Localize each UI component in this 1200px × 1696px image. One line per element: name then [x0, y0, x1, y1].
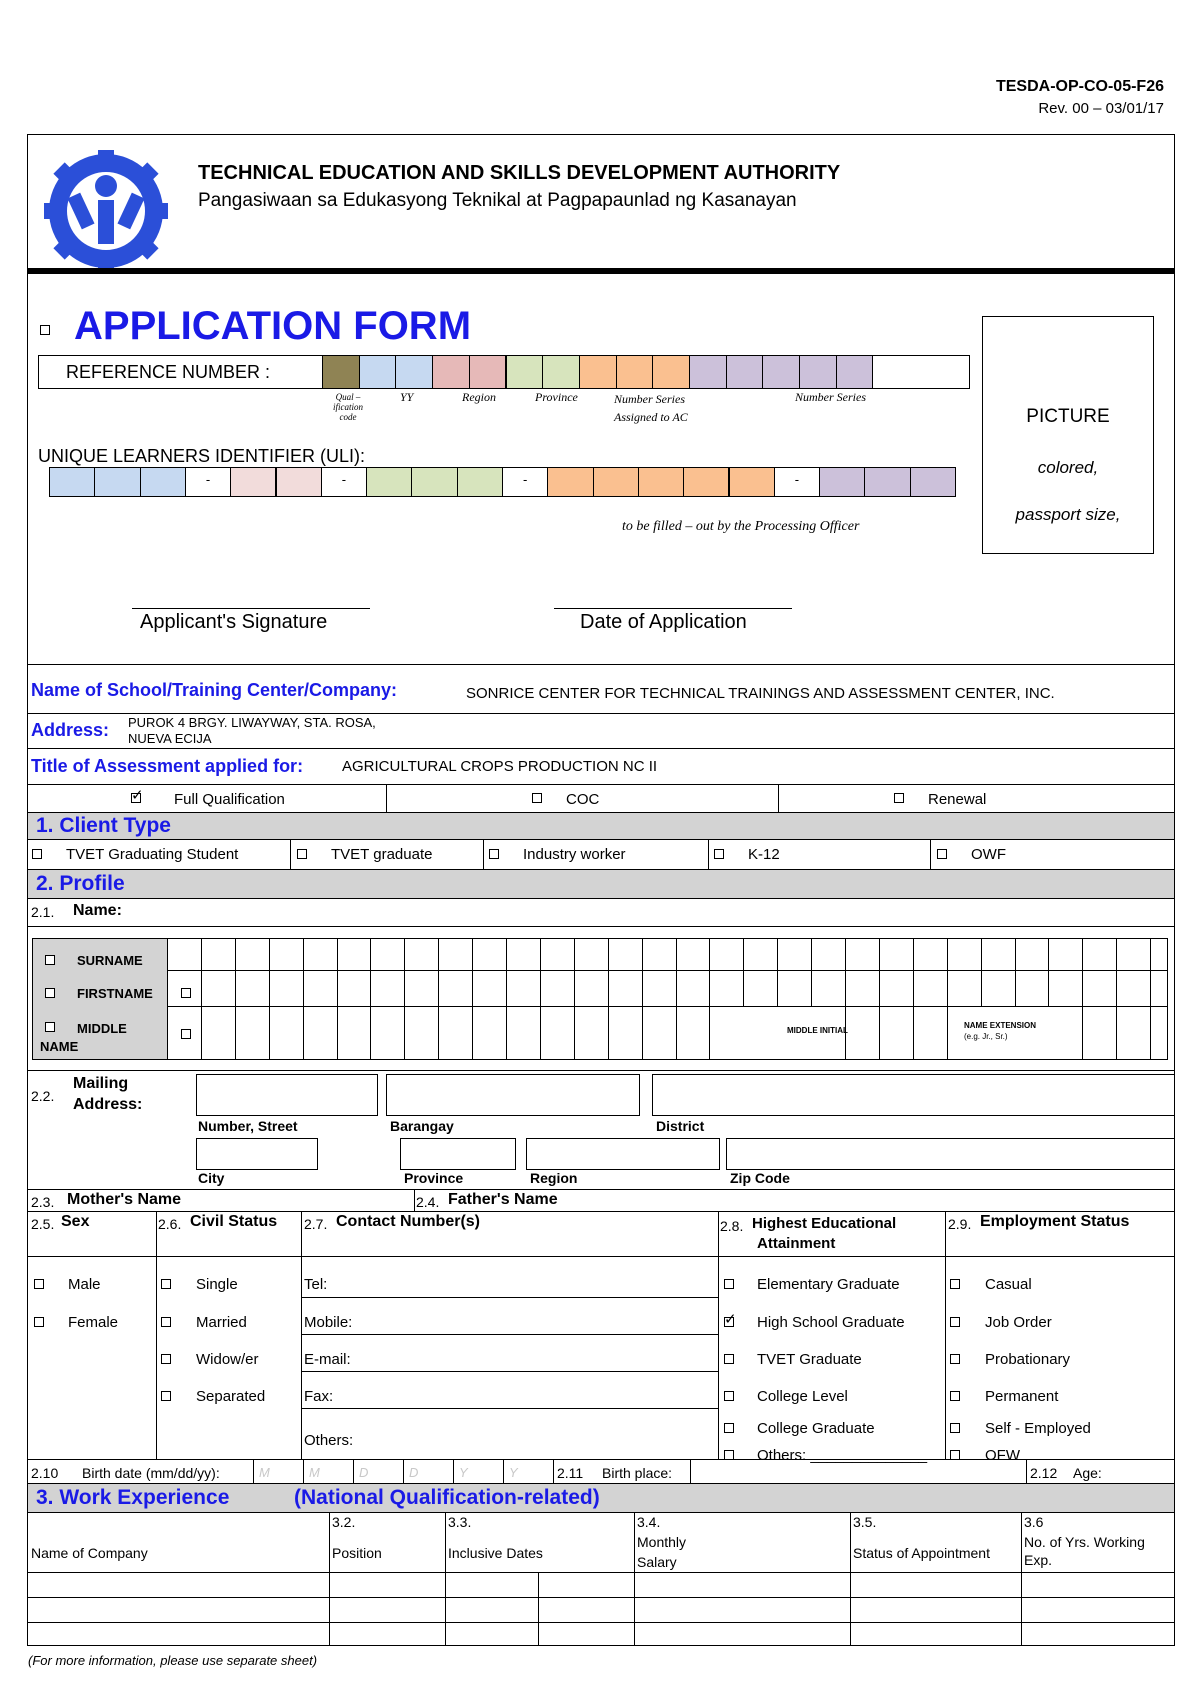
- name-extension-label: NAME EXTENSION: [964, 1021, 1037, 1030]
- work-status-header: Status of Appointment: [853, 1545, 990, 1561]
- contact-field-label[interactable]: Mobile:: [304, 1314, 353, 1331]
- civil-status-checkbox[interactable]: [161, 1317, 171, 1327]
- title-checkbox[interactable]: [40, 325, 50, 335]
- rule: [453, 1459, 454, 1483]
- mother-number: 2.3.: [31, 1194, 55, 1210]
- province-label: Province: [404, 1170, 464, 1186]
- rule: [337, 938, 338, 1060]
- rule: [642, 938, 643, 1060]
- mailing-number: 2.2.: [31, 1088, 55, 1104]
- uli-cell[interactable]: [411, 467, 457, 497]
- signature-line: [132, 608, 370, 609]
- work-position-header: Position: [332, 1545, 382, 1561]
- name-label: Name:: [73, 902, 122, 919]
- sex-option-label: Male: [68, 1276, 101, 1293]
- education-checkbox[interactable]: [724, 1354, 734, 1364]
- legend-number-series-ac: Number Series Assigned to AC: [614, 392, 688, 424]
- middle-label-2: NAME: [40, 1039, 79, 1054]
- education-label: Elementary Graduate: [757, 1276, 900, 1293]
- work-position-num: 3.2.: [332, 1514, 356, 1530]
- rule: [301, 1371, 718, 1372]
- father-label[interactable]: Father's Name: [448, 1191, 558, 1208]
- rule: [301, 1297, 718, 1298]
- rule: [370, 938, 371, 1060]
- rule: [301, 1408, 718, 1409]
- work-status-num: 3.5.: [853, 1514, 877, 1530]
- rule: [1150, 938, 1151, 1060]
- education-checkbox[interactable]: [724, 1391, 734, 1401]
- barangay-label: Barangay: [390, 1118, 454, 1134]
- street-field[interactable]: [196, 1074, 378, 1116]
- picture-line2: passport size,: [1015, 505, 1121, 524]
- uli-cell[interactable]: [94, 467, 140, 497]
- full-qualification-checkbox[interactable]: [131, 793, 141, 803]
- section3-subtitle: (National Qualification-related): [294, 1486, 600, 1509]
- client-type-label: TVET Graduating Student: [66, 846, 239, 863]
- rule: [329, 1512, 330, 1646]
- rule: [538, 1572, 539, 1646]
- birthplace-label: Birth place:: [602, 1465, 673, 1481]
- uli-cell[interactable]: [49, 467, 95, 497]
- district-field[interactable]: [652, 1074, 1175, 1116]
- contact-field-label[interactable]: Tel:: [304, 1276, 328, 1293]
- coc-checkbox[interactable]: [532, 793, 542, 803]
- school-label: Name of School/Training Center/Company:: [31, 680, 398, 700]
- education-checkbox[interactable]: [724, 1423, 734, 1433]
- reference-cell[interactable]: [616, 355, 654, 389]
- assessment-label: Title of Assessment applied for:: [31, 756, 304, 776]
- client-type-label: Industry worker: [523, 846, 626, 863]
- education-checkbox[interactable]: [724, 1279, 734, 1289]
- rule: [930, 839, 931, 869]
- uli-cell[interactable]: [638, 467, 684, 497]
- birthdate-cell[interactable]: M: [259, 1465, 270, 1480]
- uli-cell[interactable]: [683, 467, 729, 497]
- zip-field[interactable]: [726, 1138, 1175, 1170]
- address-line2[interactable]: NUEVA ECIJA: [128, 731, 212, 746]
- uli-cell[interactable]: [366, 467, 412, 497]
- reference-cell[interactable]: [726, 355, 764, 389]
- rule: [483, 839, 484, 869]
- mailing-label-2: Address:: [73, 1096, 143, 1113]
- rule: [553, 1459, 554, 1483]
- employment-checkbox[interactable]: [950, 1317, 960, 1327]
- legend-region: Region: [462, 390, 496, 404]
- education-label: TVET Graduate: [757, 1351, 862, 1368]
- mother-label[interactable]: Mother's Name: [67, 1191, 182, 1208]
- rule: [27, 1189, 1175, 1190]
- rule: [743, 938, 744, 1006]
- rule: [301, 1334, 718, 1335]
- middle-checkbox[interactable]: [45, 1022, 55, 1032]
- employment-checkbox[interactable]: [950, 1354, 960, 1364]
- age-label: Age:: [1073, 1465, 1102, 1481]
- employment-checkbox[interactable]: [950, 1391, 960, 1401]
- client-type-label: OWF: [971, 846, 1006, 863]
- employment-checkbox[interactable]: [950, 1279, 960, 1289]
- sex-option-label: Female: [68, 1314, 119, 1331]
- client-type-checkbox[interactable]: [32, 849, 42, 859]
- rule: [913, 938, 914, 1060]
- birthdate-cell[interactable]: M: [309, 1465, 320, 1480]
- rule: [27, 839, 1175, 840]
- form-title: APPLICATION FORM: [74, 304, 472, 348]
- address-line1[interactable]: PUROK 4 BRGY. LIWAYWAY, STA. ROSA,: [128, 715, 376, 730]
- surname-checkbox[interactable]: [45, 955, 55, 965]
- civil-status-checkbox[interactable]: [161, 1354, 171, 1364]
- district-label: District: [656, 1118, 705, 1134]
- work-dates-header: Inclusive Dates: [448, 1545, 543, 1561]
- tesda-logo-icon: [40, 148, 172, 274]
- picture-title: PICTURE: [1026, 406, 1110, 427]
- contact-field-label[interactable]: Others:: [304, 1432, 354, 1449]
- rule: [27, 1459, 1175, 1460]
- rule: [27, 1622, 1175, 1623]
- rule: [718, 1211, 719, 1459]
- legend-province: Province: [535, 390, 578, 404]
- uli-cell[interactable]: [547, 467, 593, 497]
- rule: [27, 1070, 1175, 1071]
- uli-dash-cell[interactable]: -: [502, 467, 548, 497]
- name-grid: [32, 938, 1168, 1060]
- rule: [981, 938, 982, 1006]
- education-checkbox[interactable]: [724, 1317, 734, 1327]
- sex-number: 2.5.: [31, 1216, 55, 1232]
- uli-cell[interactable]: [140, 467, 186, 497]
- education-label: Others: ______________: [757, 1447, 928, 1464]
- contact-field-label[interactable]: Fax:: [304, 1388, 334, 1405]
- rule: [947, 938, 948, 1060]
- firstname-extra-checkbox[interactable]: [181, 988, 191, 998]
- rule: [167, 938, 168, 1060]
- rule: [777, 938, 778, 1006]
- rule: [608, 938, 609, 1060]
- date-line: [554, 608, 792, 609]
- form-code: TESDA-OP-CO-05-F26: [995, 78, 1164, 95]
- reference-cell[interactable]: [322, 355, 360, 389]
- name-extension-hint: (e.g. Jr., Sr.): [964, 1032, 1008, 1041]
- birthdate-label: Birth date (mm/dd/yy):: [82, 1465, 220, 1481]
- civil-status-label: Single: [196, 1276, 238, 1293]
- work-dates-num: 3.3.: [448, 1514, 472, 1530]
- address-label: Address:: [31, 720, 110, 740]
- rule: [1021, 1512, 1022, 1646]
- middle-initial-label: MIDDLE INITIAL: [787, 1026, 848, 1035]
- signature-label: Applicant's Signature: [140, 611, 328, 633]
- rule: [201, 938, 202, 1060]
- rule: [27, 1256, 1175, 1257]
- uli-cell[interactable]: [910, 467, 956, 497]
- sex-checkbox[interactable]: [34, 1279, 44, 1289]
- rule: [290, 839, 291, 869]
- uli-cell[interactable]: [276, 467, 322, 497]
- employment-label: Probationary: [985, 1351, 1071, 1368]
- rule: [403, 1459, 404, 1483]
- barangay-field[interactable]: [386, 1074, 640, 1116]
- uli-cell[interactable]: [864, 467, 910, 497]
- rule: [27, 898, 1175, 899]
- rule: [1082, 938, 1083, 1060]
- uli-cell[interactable]: [457, 467, 503, 497]
- rule: [27, 1597, 1175, 1598]
- contact-number: 2.7.: [304, 1216, 328, 1232]
- section3-title: 3. Work Experience: [36, 1486, 230, 1509]
- processing-note: to be filled – out by the Processing Officer: [622, 519, 860, 534]
- rule: [386, 784, 387, 812]
- reference-number-label: REFERENCE NUMBER :: [66, 362, 271, 382]
- rule: [269, 938, 270, 1060]
- edu-label-2: Attainment: [757, 1235, 836, 1252]
- rule: [811, 938, 812, 1006]
- rule: [778, 784, 779, 812]
- birthdate-cell[interactable]: D: [359, 1465, 369, 1480]
- civil-status-checkbox[interactable]: [161, 1279, 171, 1289]
- uli-cell[interactable]: [593, 467, 639, 497]
- contact-label: Contact Number(s): [336, 1213, 481, 1230]
- uli-dash-cell[interactable]: -: [185, 467, 231, 497]
- education-label: College Graduate: [757, 1420, 875, 1437]
- rule: [634, 1512, 635, 1646]
- coc-label: COC: [566, 791, 600, 808]
- rule: [472, 938, 473, 1060]
- rule: [27, 1572, 1175, 1573]
- rule: [945, 1211, 946, 1459]
- middle-extra-checkbox[interactable]: [181, 1029, 191, 1039]
- street-label: Number, Street: [198, 1118, 298, 1134]
- rule: [438, 938, 439, 1060]
- rule: [27, 713, 1175, 714]
- reference-cell[interactable]: [542, 355, 580, 389]
- middle-label: MIDDLE: [77, 1021, 127, 1036]
- rule: [676, 938, 677, 1060]
- rule: [301, 1211, 302, 1459]
- name-number: 2.1.: [31, 904, 55, 920]
- zip-label: Zip Code: [730, 1170, 790, 1186]
- rule: [167, 970, 1168, 971]
- birthplace-number: 2.11: [557, 1465, 584, 1481]
- firstname-label: FIRSTNAME: [77, 986, 153, 1001]
- civil-status-label: Separated: [196, 1388, 266, 1405]
- header-divider: [27, 268, 1175, 274]
- rule: [708, 839, 709, 869]
- rule: [235, 938, 236, 1060]
- work-years-header-2: Exp.: [1024, 1552, 1053, 1568]
- rule: [1026, 1459, 1027, 1483]
- work-salary-header-1: Monthly: [637, 1534, 687, 1550]
- province-field[interactable]: [400, 1138, 516, 1170]
- client-type-checkbox[interactable]: [937, 849, 947, 859]
- civil-number: 2.6.: [158, 1216, 182, 1232]
- section1-title: 1. Client Type: [36, 814, 171, 837]
- work-salary-header-2: Salary: [637, 1554, 677, 1570]
- birthplace-field[interactable]: [692, 1461, 1024, 1481]
- rule: [27, 784, 1175, 785]
- rule: [156, 1211, 157, 1459]
- renewal-checkbox[interactable]: [894, 793, 904, 803]
- assessment-value[interactable]: AGRICULTURAL CROPS PRODUCTION NC II: [342, 758, 658, 775]
- age-number: 2.12: [1030, 1465, 1058, 1481]
- rule: [414, 1189, 415, 1211]
- employment-label: Job Order: [985, 1314, 1052, 1331]
- firstname-checkbox[interactable]: [45, 988, 55, 998]
- rule: [574, 938, 575, 1060]
- city-field[interactable]: [196, 1138, 318, 1170]
- employment-label: OFW: [985, 1447, 1020, 1464]
- school-value[interactable]: SONRICE CENTER FOR TECHNICAL TRAININGS AND ASSESSMENT CENTER, INC.: [466, 685, 1055, 702]
- uli-dash-cell[interactable]: -: [774, 467, 820, 497]
- renewal-label: Renewal: [928, 791, 987, 808]
- uli-dash-cell[interactable]: -: [321, 467, 367, 497]
- civil-label: Civil Status: [190, 1213, 278, 1230]
- client-type-label: K-12: [748, 846, 780, 863]
- rule: [845, 938, 846, 1060]
- birthdate-cell[interactable]: Y: [509, 1465, 518, 1480]
- agency-name-filipino: Pangasiwaan sa Edukasyong Teknikal at Pagpapaunlad ng Kasanayan: [198, 190, 797, 211]
- legend-yy: YY: [400, 390, 414, 404]
- client-type-checkbox[interactable]: [489, 849, 499, 859]
- section2-bar: [28, 870, 1174, 898]
- client-type-checkbox[interactable]: [714, 849, 724, 859]
- region-label: Region: [530, 1170, 578, 1186]
- reference-cell[interactable]: [579, 355, 617, 389]
- uli-label: UNIQUE LEARNERS IDENTIFIER (ULI):: [38, 446, 366, 466]
- contact-field-label[interactable]: E-mail:: [304, 1351, 351, 1368]
- rule: [27, 664, 1175, 665]
- edu-number: 2.8.: [720, 1218, 744, 1234]
- reference-cell[interactable]: [359, 355, 397, 389]
- reference-cell[interactable]: [762, 355, 800, 389]
- rule: [1116, 938, 1117, 1060]
- emp-label: Employment Status: [980, 1213, 1130, 1230]
- agency-name: TECHNICAL EDUCATION AND SKILLS DEVELOPMENT AUTHORITY: [198, 162, 841, 184]
- section2-title: 2. Profile: [36, 872, 125, 895]
- mailing-label-1: Mailing: [73, 1075, 129, 1092]
- rule: [506, 938, 507, 1060]
- uli-cell[interactable]: [729, 467, 775, 497]
- surname-label: SURNAME: [77, 953, 143, 968]
- rule: [709, 938, 710, 1060]
- date-label: Date of Application: [580, 611, 747, 633]
- employment-label: Self - Employed: [985, 1420, 1091, 1437]
- section1-bar: [28, 813, 1174, 839]
- rule: [27, 1211, 1175, 1212]
- legend-number-series: Number Series: [795, 390, 866, 404]
- reference-cell[interactable]: [395, 355, 433, 389]
- rule: [850, 1512, 851, 1646]
- client-type-label: TVET graduate: [331, 846, 433, 863]
- birthdate-cell[interactable]: Y: [459, 1465, 468, 1480]
- rule: [167, 1006, 1168, 1007]
- reference-cell[interactable]: [689, 355, 727, 389]
- reference-cell[interactable]: [836, 355, 874, 389]
- work-company-header: Name of Company: [31, 1545, 148, 1561]
- picture-line1: colored,: [1037, 458, 1099, 477]
- rule: [445, 1512, 446, 1646]
- emp-number: 2.9.: [948, 1216, 972, 1232]
- region-field[interactable]: [526, 1138, 720, 1170]
- rule: [27, 926, 1175, 927]
- reference-cell[interactable]: [799, 355, 837, 389]
- employment-label: Casual: [985, 1276, 1032, 1293]
- revision-text: Rev. 00 – 03/01/17: [1038, 100, 1164, 117]
- civil-status-label: Widow/er: [196, 1351, 259, 1368]
- city-label: City: [198, 1170, 225, 1186]
- birthdate-number: 2.10: [31, 1465, 59, 1481]
- father-number: 2.4.: [416, 1194, 440, 1210]
- rule: [1048, 938, 1049, 1006]
- work-years-num: 3.6: [1024, 1514, 1044, 1530]
- edu-label-1: Highest Educational: [752, 1215, 897, 1232]
- rule: [27, 1512, 1175, 1513]
- birthdate-cell[interactable]: D: [409, 1465, 419, 1480]
- rule: [1015, 938, 1016, 1006]
- work-years-header-1: No. of Yrs. Working: [1024, 1534, 1145, 1550]
- rule: [353, 1459, 354, 1483]
- rule: [27, 748, 1175, 749]
- client-type-checkbox[interactable]: [297, 849, 307, 859]
- education-label: High School Graduate: [757, 1314, 905, 1331]
- sex-checkbox[interactable]: [34, 1317, 44, 1327]
- rule: [690, 1459, 691, 1483]
- civil-status-label: Married: [196, 1314, 247, 1331]
- rule: [540, 938, 541, 1060]
- work-salary-num: 3.4.: [637, 1514, 661, 1530]
- full-qualification-label: Full Qualification: [174, 791, 285, 808]
- uli-cell[interactable]: [230, 467, 276, 497]
- rule: [879, 938, 880, 1060]
- rule: [253, 1459, 254, 1483]
- employment-label: Permanent: [985, 1388, 1059, 1405]
- reference-cell[interactable]: [469, 355, 507, 389]
- rule: [303, 1459, 304, 1483]
- employment-checkbox[interactable]: [950, 1423, 960, 1433]
- education-label: College Level: [757, 1388, 848, 1405]
- reference-cell[interactable]: [432, 355, 470, 389]
- sex-label: Sex: [61, 1213, 90, 1230]
- reference-cell[interactable]: [652, 355, 690, 389]
- rule: [303, 938, 304, 1060]
- rule: [503, 1459, 504, 1483]
- rule: [404, 938, 405, 1060]
- reference-cell[interactable]: [506, 355, 544, 389]
- footnote: (For more information, please use separate sheet): [28, 1653, 318, 1668]
- civil-status-checkbox[interactable]: [161, 1391, 171, 1401]
- uli-cell[interactable]: [819, 467, 865, 497]
- legend-qual: Qual – ification code: [333, 392, 363, 422]
